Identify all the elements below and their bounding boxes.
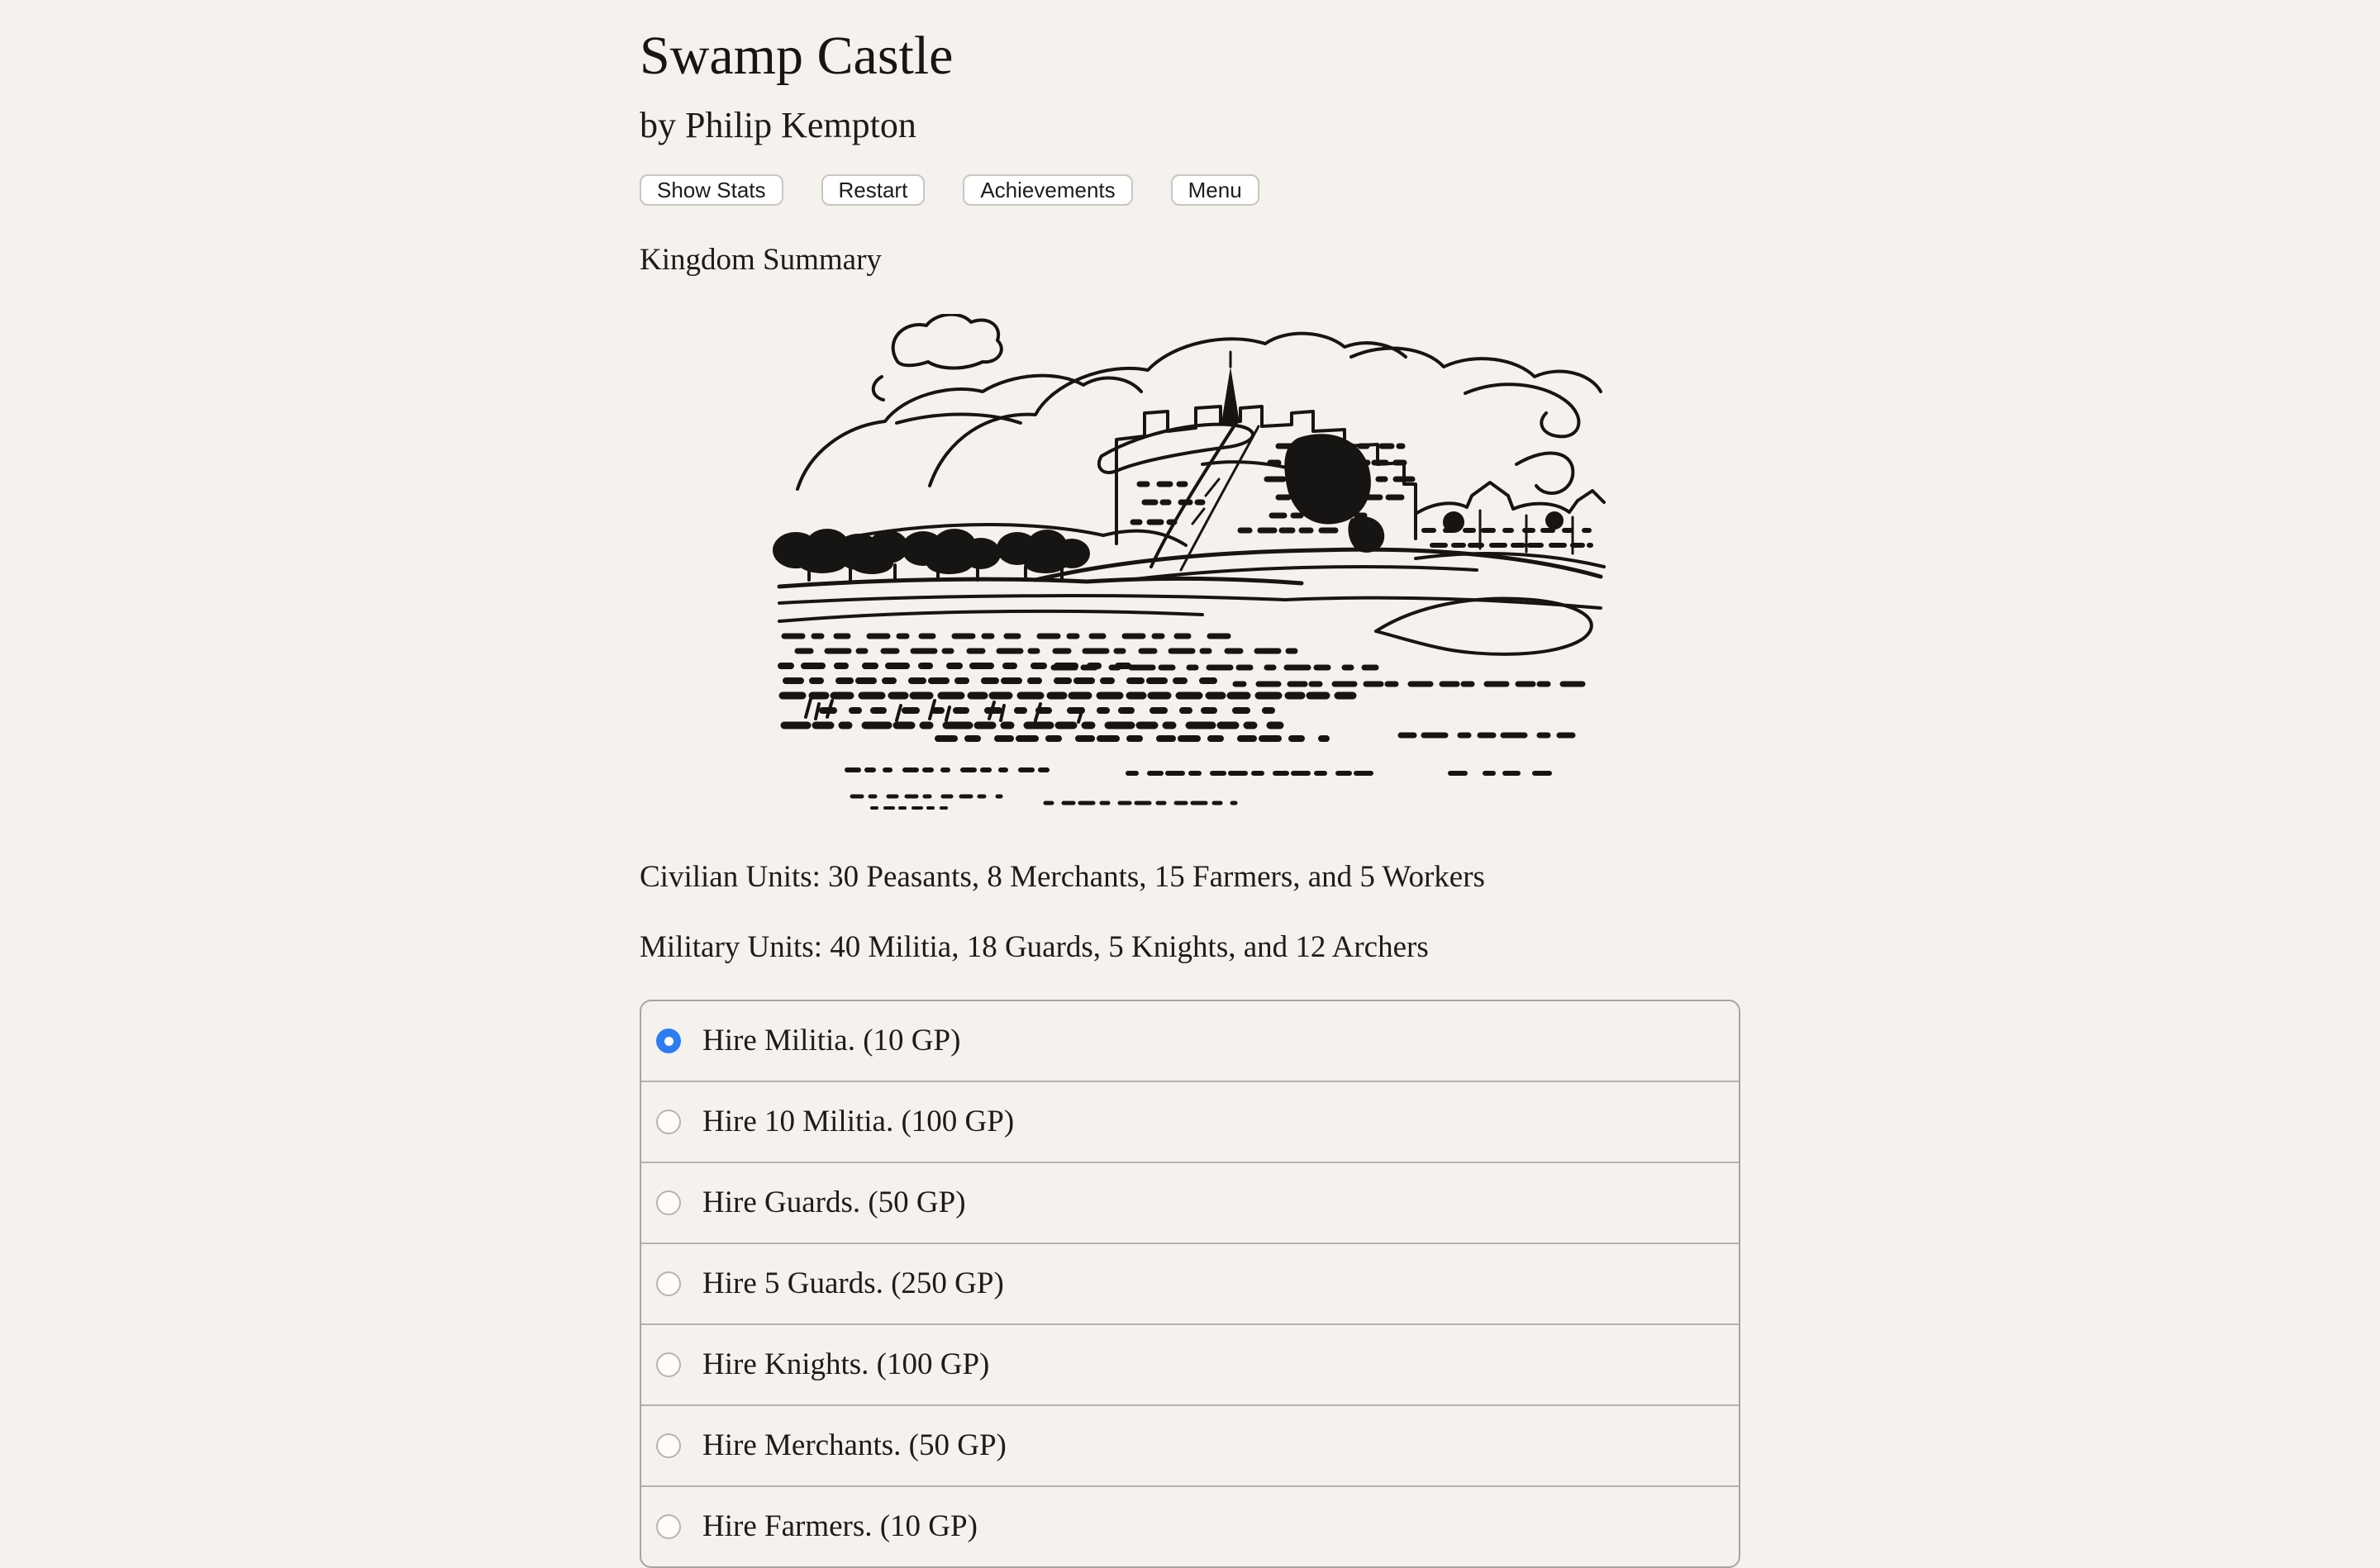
radio-unselected[interactable] [656, 1190, 681, 1215]
choice-hire-militia[interactable] [641, 1001, 1739, 1081]
page-title: Swamp Castle [640, 26, 954, 86]
radio-unselected[interactable] [656, 1271, 681, 1296]
restart-button[interactable]: Restart [821, 174, 926, 206]
tree-line [773, 529, 1090, 580]
choice-label[interactable]: Hire Merchants. (50 GP) [702, 1428, 1007, 1462]
radio-unselected[interactable] [656, 1109, 681, 1134]
story-page [640, 0, 1740, 1568]
toolbar [640, 174, 1740, 206]
clouds [797, 315, 1601, 493]
radio-unselected[interactable] [656, 1352, 681, 1377]
choice-label[interactable]: Hire Militia. (10 GP) [702, 1023, 961, 1057]
choice-hire-10-militia[interactable] [641, 1081, 1739, 1162]
achievements-button[interactable]: Achievements [963, 174, 1132, 206]
radio-selected[interactable] [656, 1029, 681, 1053]
civilian-units-summary: Civilian Units: 30 Peasants, 8 Merchants, 15 Farmers, and 5 Workers [640, 860, 1485, 894]
author-byline: by Philip Kempton [640, 105, 916, 145]
choice-label[interactable]: Hire Guards. (50 GP) [702, 1185, 966, 1219]
castle-sketch-illustration [773, 314, 1607, 810]
menu-button[interactable]: Menu [1171, 174, 1259, 206]
choice-hire-knights[interactable] [641, 1323, 1739, 1404]
kingdom-summary-heading: Kingdom Summary [640, 243, 882, 277]
choice-hire-merchants[interactable] [641, 1404, 1739, 1485]
choice-label[interactable]: Hire 10 Militia. (100 GP) [702, 1104, 1015, 1138]
choice-list [640, 1000, 1740, 1568]
choice-label[interactable]: Hire Knights. (100 GP) [702, 1347, 990, 1381]
choice-hire-5-guards[interactable] [641, 1243, 1739, 1323]
military-units-summary: Military Units: 40 Militia, 18 Guards, 5 Knights, and 12 Archers [640, 930, 1429, 964]
radio-unselected[interactable] [656, 1433, 681, 1458]
marsh-fields [779, 549, 1601, 808]
show-stats-button[interactable]: Show Stats [640, 174, 783, 206]
radio-unselected[interactable] [656, 1514, 681, 1539]
choice-label[interactable]: Hire Farmers. (10 GP) [702, 1509, 978, 1543]
choice-hire-guards[interactable] [641, 1162, 1739, 1243]
choice-hire-farmers[interactable] [641, 1485, 1739, 1566]
choice-label[interactable]: Hire 5 Guards. (250 GP) [702, 1266, 1004, 1300]
